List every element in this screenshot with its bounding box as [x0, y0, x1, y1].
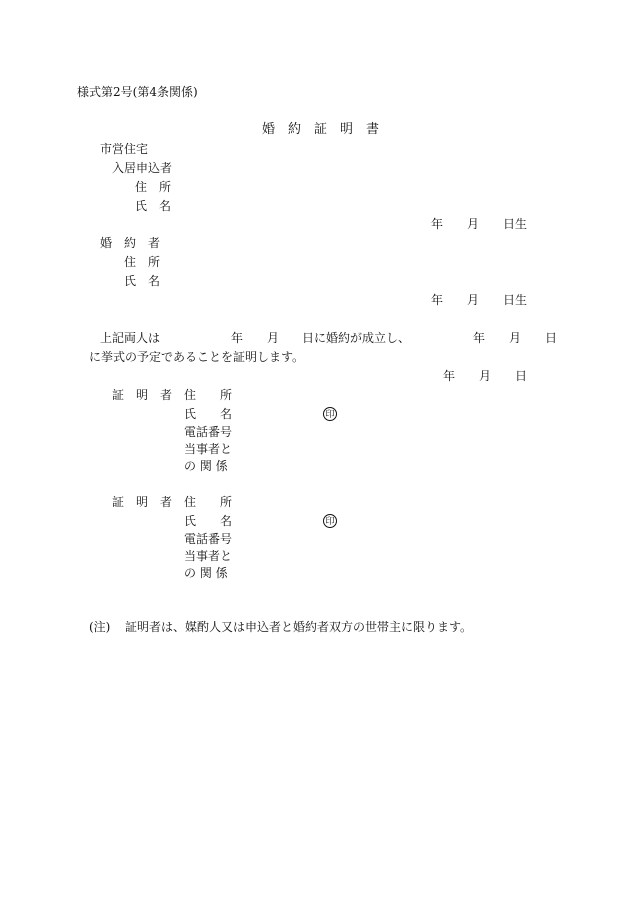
certifier-relation-label: の 関 係: [184, 566, 228, 580]
certifier-phone-label: 電話番号: [184, 532, 233, 546]
fiance-heading: 婚 約 者: [100, 236, 161, 250]
page-title: 婚 約 証 明 書: [262, 122, 380, 137]
seal-mark: 印: [323, 514, 337, 528]
statement-day1: 日に婚約が成立し、: [302, 331, 411, 345]
date-day: 日: [515, 369, 528, 383]
fiance-birth-month: 月: [467, 293, 480, 307]
fiance-birth-day: 日生: [503, 293, 528, 307]
certifier-name-label: 氏 名: [184, 514, 233, 528]
statement-year1: 年: [231, 331, 244, 345]
applicant-name-label: 氏 名: [135, 199, 172, 213]
applicant-birth-day: 日生: [503, 217, 528, 231]
statement-prefix: 上記両人は: [100, 331, 161, 345]
date-month: 月: [479, 369, 492, 383]
statement-year2: 年: [473, 331, 486, 345]
addressee: 市営住宅: [100, 142, 149, 156]
certifier-address-label: 住 所: [184, 388, 233, 402]
fiance-birth-year: 年: [431, 293, 444, 307]
applicant-heading: 入居申込者: [112, 161, 173, 175]
applicant-address-label: 住 所: [135, 180, 172, 194]
statement-month1: 月: [267, 331, 280, 345]
applicant-birth-year: 年: [431, 217, 444, 231]
applicant-birth-month: 月: [467, 217, 480, 231]
form-label: 様式第2号(第4条関係): [77, 85, 198, 99]
certifier-relation-label: の 関 係: [184, 459, 228, 473]
certifier-relation-label: 当事者と: [184, 549, 233, 563]
certifier-name-label: 氏 名: [184, 407, 233, 421]
note-text: 証明者は、媒酌人又は申込者と婚約者双方の世帯主に限ります。: [125, 620, 473, 634]
certifier-phone-label: 電話番号: [184, 425, 233, 439]
date-year: 年: [443, 369, 456, 383]
statement-month2: 月: [509, 331, 522, 345]
certifier-heading: 証 明 者: [112, 495, 173, 509]
certifier-relation-label: 当事者と: [184, 442, 233, 456]
certifier-address-label: 住 所: [184, 495, 233, 509]
certifier-heading: 証 明 者: [112, 388, 173, 402]
fiance-address-label: 住 所: [124, 255, 161, 269]
fiance-name-label: 氏 名: [124, 274, 161, 288]
statement-day2: 日: [545, 331, 558, 345]
seal-mark: 印: [323, 407, 337, 421]
statement-line2: に挙式の予定であることを証明します。: [89, 350, 305, 364]
note-label: (注): [89, 620, 111, 634]
